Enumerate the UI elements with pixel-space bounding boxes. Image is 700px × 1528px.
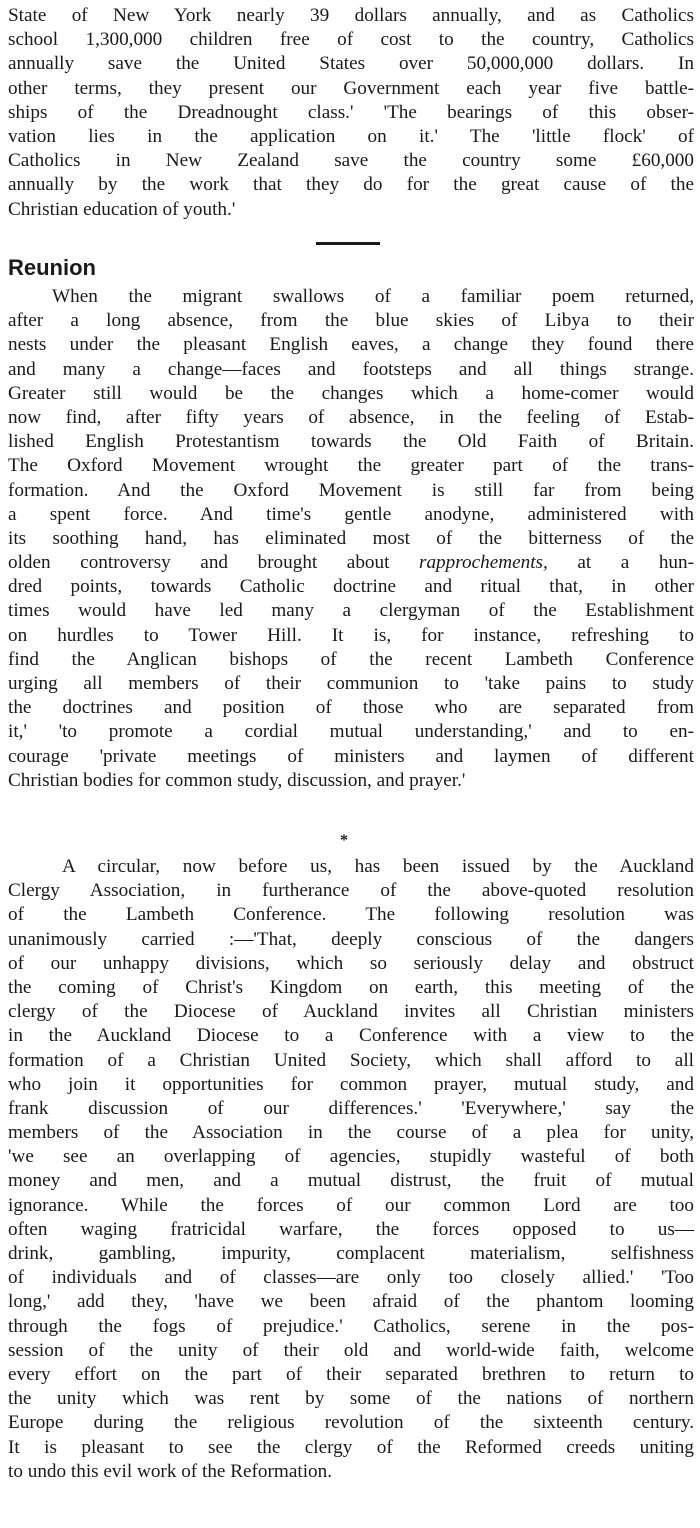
text-line: find the Anglican bishops of the recent Lambeth Conference [8, 648, 694, 670]
text-line: nests under the pleasant English eaves, a change they found there [8, 334, 694, 356]
text-line-with-italic [8, 551, 694, 575]
text-fragment: at a hun- [547, 552, 694, 574]
text-line: money and men, and a mutual distrust, the fruit of mutual [8, 1170, 694, 1192]
text-line: A circular, now before us, has been issued by the Auckland [62, 856, 694, 877]
text-line: on hurdles to Tower Hill. It is, for instance, refreshing to [8, 624, 694, 646]
text-line: a spent force. And time's gentle anodyne, administered with [8, 503, 694, 525]
text-line: of the Lambeth Conference. The following resolution was [8, 904, 694, 926]
text-line: the doctrines and position of those who are separated from [8, 697, 694, 719]
text-line: unanimously carried :—'That, deeply conscious of the dangers [8, 928, 694, 950]
text-line: the coming of Christ's Kingdom on earth, this meeting of the [8, 976, 694, 998]
section-heading: Reunion [8, 255, 96, 280]
text-line: other terms, they present our Government each year five battle- [8, 77, 694, 99]
text-line: ships of the Dreadnought class.' 'The bearings of this obser- [8, 101, 694, 123]
text-line: dred points, towards Catholic doctrine and ritual that, in other [8, 576, 694, 598]
text-line: clergy of the Diocese of Auckland invites all Christian ministers [8, 1001, 694, 1023]
text-line: now find, after fifty years of absence, in the feeling of Estab- [8, 406, 694, 428]
text-line: annually by the work that they do for the great cause of the [8, 174, 694, 196]
text-line: The Oxford Movement wrought the greater part of the trans- [8, 455, 694, 477]
text-line: drink, gambling, impurity, complacent materialism, selfishness [8, 1243, 694, 1264]
text-line: It is pleasant to see the clergy of the Reformed creeds uniting [8, 1436, 694, 1458]
text-line: urging all members of their communion to 'take pains to study [8, 673, 694, 694]
text-line: State of New York nearly 39 dollars annually, and as Catholics [8, 5, 694, 26]
reunion-paragraph-2 [8, 855, 694, 1484]
text-line: Greater still would be the changes which a home-comer would [8, 382, 694, 404]
text-line: after a long absence, from the blue skies of Libya to their [8, 310, 694, 332]
text-line: every effort on the part of their separated brethren to return to [8, 1363, 694, 1385]
text-line: Clergy Association, in furtherance of the above-quoted resolution [8, 880, 694, 902]
star-separator: * [340, 832, 348, 849]
text-line: Europe during the religious revolution of the sixteenth century. [8, 1412, 694, 1434]
text-line: Christian education of youth.' [8, 198, 236, 220]
text-line: formation. And the Oxford Movement is still far from being [8, 479, 694, 501]
text-line: of our unhappy divisions, which so seriously delay and obstruct [8, 952, 694, 974]
text-line: often waging fratricidal warfare, the forces opposed to us— [8, 1218, 694, 1240]
text-line: it,' 'to promote a cordial mutual understanding,' and to en- [8, 721, 694, 743]
text-line: through the fogs of prejudice.' Catholics, serene in the pos- [8, 1315, 694, 1337]
text-line: formation of a Christian United Society, which shall afford to all [8, 1049, 694, 1071]
text-line: lished English Protestantism towards the Old Faith of Britain. [8, 431, 694, 453]
text-line: ignorance. While the forces of our common Lord are too [8, 1194, 694, 1216]
intro-paragraph [8, 4, 694, 222]
reunion-paragraph-1 [8, 285, 694, 793]
text-line: vation lies in the application on it.' The 'little flock' of [8, 125, 694, 147]
text-line: in the Auckland Diocese to a Conference with a view to the [8, 1025, 694, 1047]
text-line: session of the unity of their old and world-wide faith, welcome [8, 1339, 694, 1361]
text-line: 'we see an overlapping of agencies, stupidly wasteful of both [8, 1146, 694, 1168]
italic-term: rapprochements, [419, 552, 548, 574]
text-line: times would have led many a clergyman of the Establishment [8, 600, 694, 622]
text-line: and many a change—faces and footsteps and all things strange. [8, 358, 694, 380]
text-line: to undo this evil work of the Reformation. [8, 1460, 333, 1482]
text-line: members of the Association in the course of a plea for unity, [8, 1122, 694, 1144]
text-line: frank discussion of our differences.' 'Everywhere,' say the [8, 1097, 694, 1119]
section-divider [316, 242, 380, 245]
text-line: its soothing hand, has eliminated most of the bitterness of the [8, 527, 694, 549]
text-line: Christian bodies for common study, discussion, and prayer.' [8, 769, 466, 791]
text-line: the unity which was rent by some of the nations of northern [8, 1388, 694, 1410]
text-fragment: olden controversy and brought about [8, 552, 419, 574]
text-line: school 1,300,000 children free of cost to the country, Catholics [8, 29, 694, 51]
text-line: annually save the United States over 50,000,000 dollars. In [8, 53, 694, 75]
text-line: courage 'private meetings of ministers and laymen of different [8, 745, 694, 767]
text-line: Catholics in New Zealand save the country some £60,000 [8, 150, 694, 172]
text-line: of individuals and of classes—are only too closely allied.' 'Too [8, 1267, 694, 1289]
text-line: who join it opportunities for common prayer, mutual study, and [8, 1073, 694, 1095]
text-line: When the migrant swallows of a familiar poem returned, [52, 286, 694, 307]
text-line: long,' add they, 'have we been afraid of the phantom looming [8, 1291, 694, 1313]
